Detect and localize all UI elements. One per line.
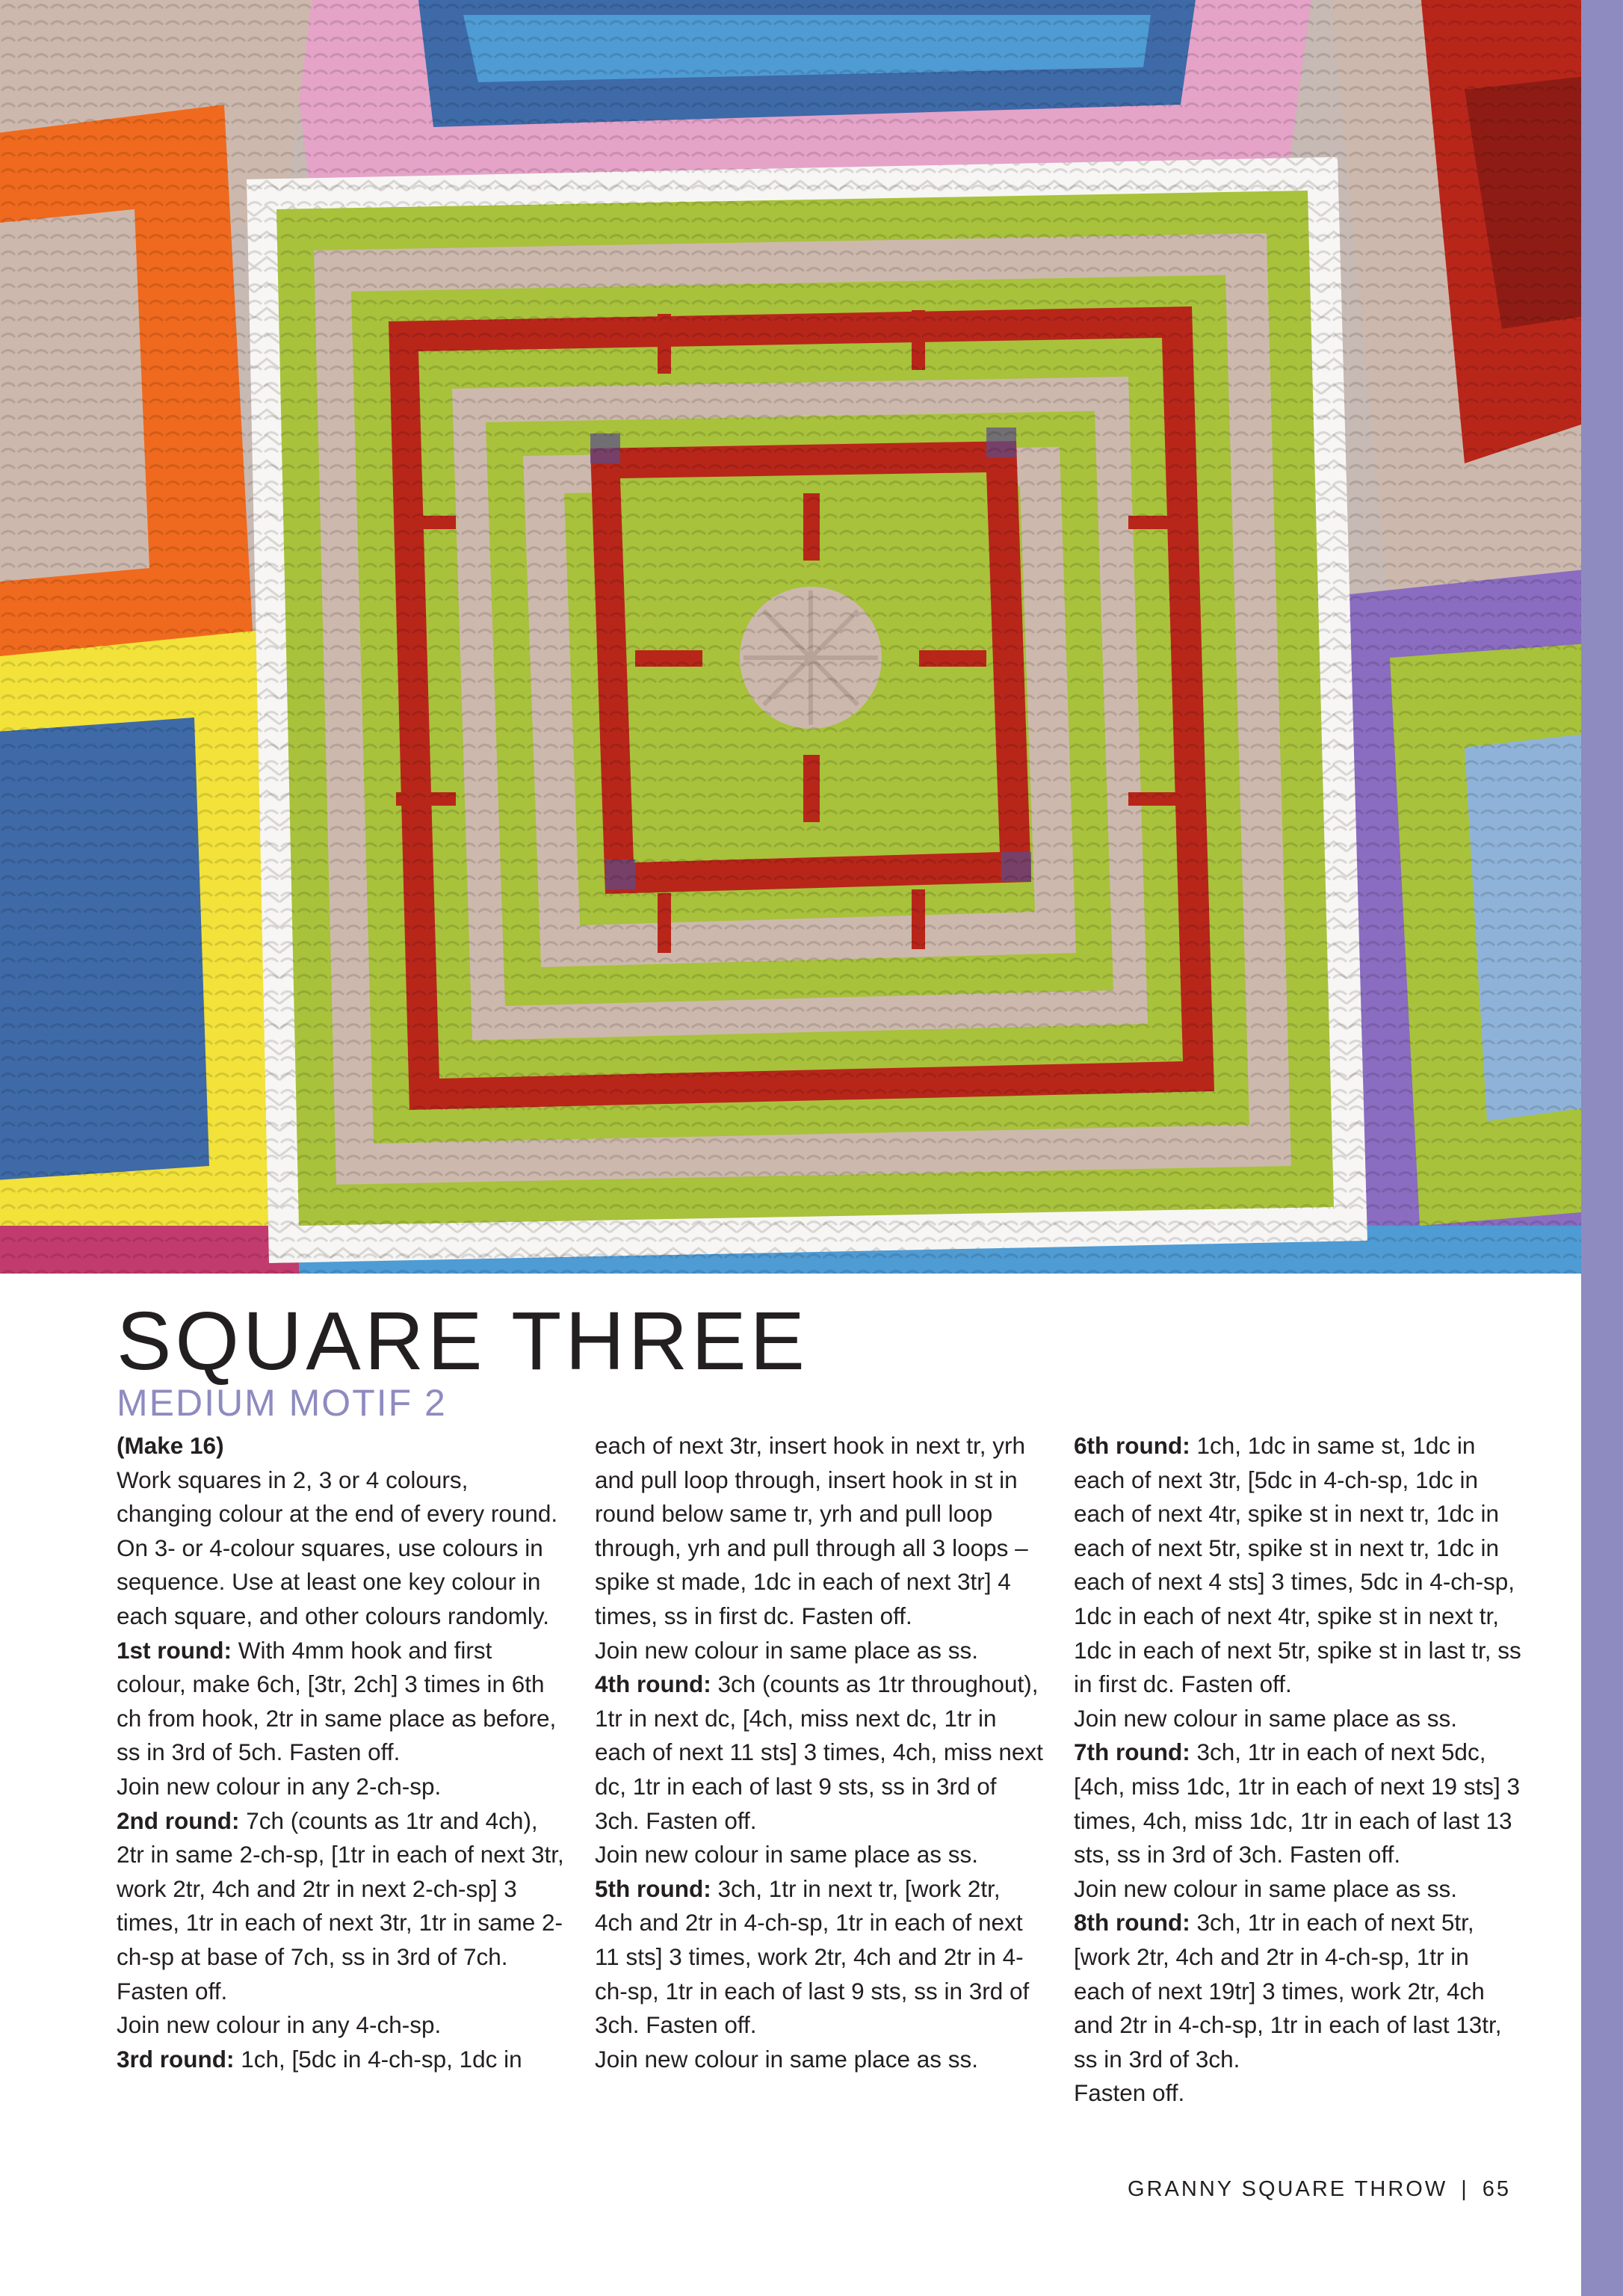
paragraph: (Make 16) [117, 1432, 224, 1459]
edge-stripe [1581, 0, 1623, 2296]
paragraph: each of next 3tr, insert hook in next tr, yrh and pull loop through, insert hook in st in round below same tr, yrh and pull loop through, yrh and pull through all 3 loops – spike st made, 1dc in each of next 3tr] 4 times, ss in first dc. Fasten off. [595, 1432, 1028, 1629]
paragraph: Join new colour in any 2-ch-sp. [117, 1772, 442, 1800]
paragraph: 1st round: With 4mm hook and first colour, make 6ch, [3tr, 2ch] 3 times in 6th ch from hook, 2tr in same place as before, ss in 3rd of 5ch. Fasten off. [117, 1636, 557, 1766]
page-title: SQUARE THREE [117, 1295, 809, 1387]
text-column-2 [595, 1429, 1043, 2076]
paragraph: Join new colour in same place as ss. [595, 1636, 978, 1664]
text-column-1 [117, 1429, 565, 2076]
paragraph: Join new colour in any 4-ch-sp. [117, 2011, 442, 2039]
paragraph: 2nd round: 7ch (counts as 1tr and 4ch), 2tr in same 2-ch-sp, [1tr in each of next 3tr, work 2tr, 4ch and 2tr in next 2-ch-sp] 3 times, 1tr in each of next 3tr, 1tr in same 2-ch-sp at base of 7ch, ss in 3rd of 7ch. Fasten off. [117, 1806, 564, 2005]
text-column-3 [1074, 1429, 1522, 2111]
paragraph: 7th round: 3ch, 1tr in each of next 5dc, [4ch, miss 1dc, 1tr in each of next 19 sts] 3 times, 4ch, miss 1dc, 1tr in each of last 13 sts, ss in 3rd of 3ch. Fasten off. [1074, 1738, 1521, 1868]
footer-section-title: GRANNY SQUARE THROW [1128, 2177, 1448, 2201]
footer-separator: | [1461, 2177, 1469, 2201]
paragraph: Work squares in 2, 3 or 4 colours, changing colour at the end of every round. On 3- or 4-colour squares, use colours in sequence. Use at least one key colour in each square, and other colours randomly. [117, 1466, 558, 1629]
paragraph: 3rd round: 1ch, [5dc in 4-ch-sp, 1dc in [117, 2045, 522, 2073]
page-number: 65 [1482, 2177, 1511, 2201]
page-subtitle: MEDIUM MOTIF 2 [117, 1382, 447, 1424]
paragraph: 5th round: 3ch, 1tr in next tr, [work 2tr, 4ch and 2tr in 4-ch-sp, 1tr in each of next 11 sts] 3 times, work 2tr, 4ch and 2tr in 4-ch-sp, 1tr in each of last 9 sts, ss in 3rd of 3ch. Fasten off. [595, 1874, 1030, 2039]
page-footer [1128, 2179, 1511, 2200]
paragraph: Join new colour in same place as ss. [595, 1841, 978, 1868]
paragraph: Join new colour in same place as ss. [1074, 1704, 1457, 1732]
paragraph: Fasten off. [1074, 2079, 1185, 2107]
paragraph: 6th round: 1ch, 1dc in same st, 1dc in each of next 3tr, [5dc in 4-ch-sp, 1dc in each of next 4tr, spike st in next tr, 1dc in each of next 5tr, spike st in next tr, 1dc in each of next 4 sts] 3 times, 5dc in 4-ch-sp, 1dc in each of next 4tr, spike st in next tr, 1dc in each of next 5tr, spike st in last tr, ss in first dc. Fasten off. [1074, 1432, 1521, 1698]
paragraph: 8th round: 3ch, 1tr in each of next 5tr, [work 2tr, 4ch and 2tr in 4-ch-sp, 1tr in each of next 19tr] 3 times, work 2tr, 4ch and 2tr in 4-ch-sp, 1tr in each of last 13tr, ss in 3rd of 3ch. [1074, 1909, 1502, 2073]
paragraph: Join new colour in same place as ss. [595, 2045, 978, 2073]
paragraph: 4th round: 3ch (counts as 1tr throughout), 1tr in next dc, [4ch, miss next dc, 1tr in each of next 11 sts] 3 times, 4ch, miss next dc, 1tr in each of last 9 sts, ss in 3rd of 3ch. Fasten off. [595, 1670, 1043, 1834]
paragraph: Join new colour in same place as ss. [1074, 1874, 1457, 1902]
